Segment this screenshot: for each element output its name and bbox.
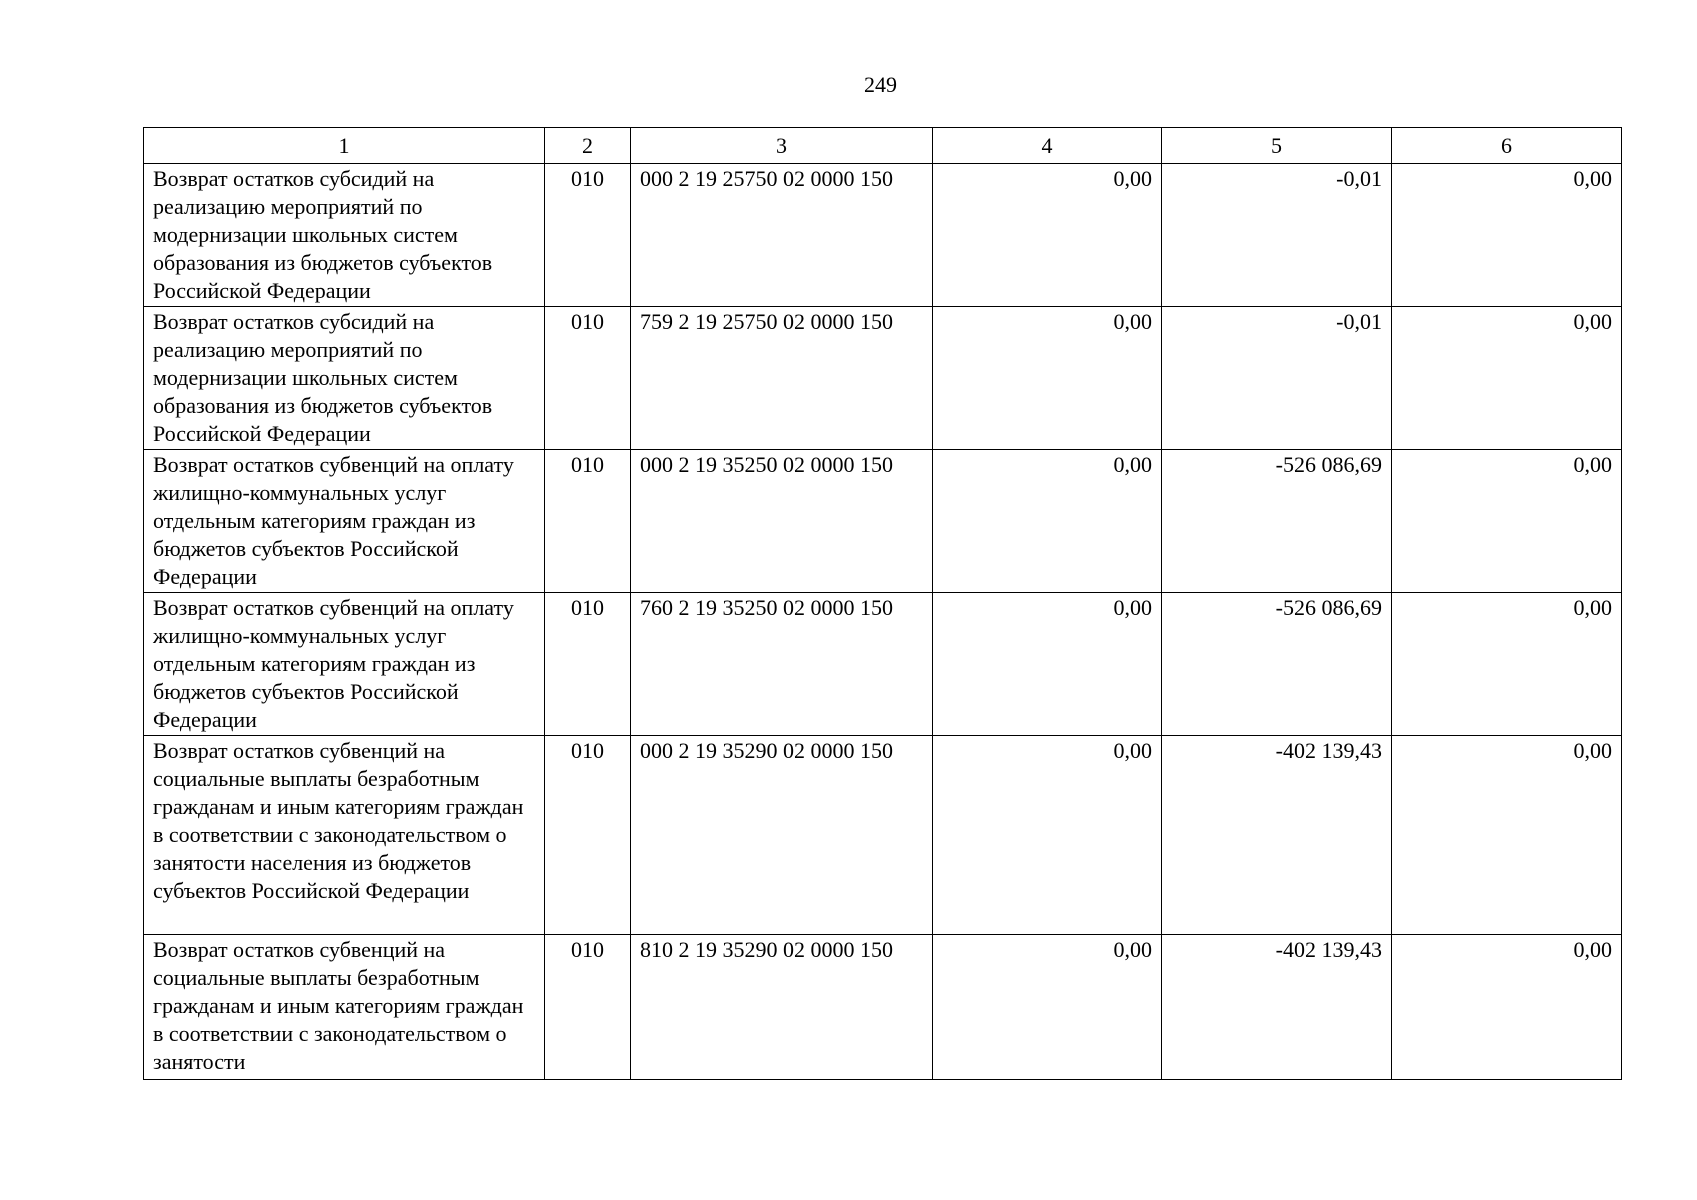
row-code: 010 <box>545 736 631 935</box>
table-row <box>144 736 1622 935</box>
row-value-6: 0,00 <box>1392 164 1622 307</box>
table-row <box>144 450 1622 593</box>
row-value-5: -526 086,69 <box>1162 450 1392 593</box>
table-row <box>144 164 1622 307</box>
row-budget-code: 000 2 19 35250 02 0000 150 <box>631 450 933 593</box>
budget-table <box>143 127 1622 1080</box>
row-name: Возврат остатков субвенций на социальные выплаты безработным гражданам и иным категориям граждан в соответствии с законодательством о занятости <box>144 935 545 1080</box>
row-value-5: -0,01 <box>1162 164 1392 307</box>
row-name: Возврат остатков субвенций на оплату жилищно-коммунальных услуг отдельным категориям граждан из бюджетов субъектов Российской Федерации <box>144 450 545 593</box>
table-row <box>144 935 1622 1080</box>
row-budget-code: 760 2 19 35250 02 0000 150 <box>631 593 933 736</box>
row-value-4: 0,00 <box>933 450 1162 593</box>
row-value-6: 0,00 <box>1392 450 1622 593</box>
row-budget-code: 759 2 19 25750 02 0000 150 <box>631 307 933 450</box>
table-row <box>144 307 1622 450</box>
row-code: 010 <box>545 450 631 593</box>
column-header-5: 5 <box>1162 128 1392 164</box>
column-header-1: 1 <box>144 128 545 164</box>
row-budget-code: 000 2 19 25750 02 0000 150 <box>631 164 933 307</box>
row-value-4: 0,00 <box>933 593 1162 736</box>
table-header-row <box>144 128 1622 164</box>
row-name: Возврат остатков субвенций на оплату жилищно-коммунальных услуг отдельным категориям граждан из бюджетов субъектов Российской Федерации <box>144 593 545 736</box>
column-header-2: 2 <box>545 128 631 164</box>
row-value-4: 0,00 <box>933 164 1162 307</box>
row-name: Возврат остатков субвенций на социальные выплаты безработным гражданам и иным категориям граждан в соответствии с законодательством о занятости населения из бюджетов субъектов Российской Федерации <box>144 736 545 935</box>
row-code: 010 <box>545 164 631 307</box>
row-value-6: 0,00 <box>1392 593 1622 736</box>
row-name: Возврат остатков субсидий на реализацию мероприятий по модернизации школьных систем образования из бюджетов субъектов Российской Федерации <box>144 307 545 450</box>
row-value-6: 0,00 <box>1392 736 1622 935</box>
page-number: 249 <box>864 72 897 97</box>
row-value-6: 0,00 <box>1392 307 1622 450</box>
column-header-4: 4 <box>933 128 1162 164</box>
row-value-5: -402 139,43 <box>1162 736 1392 935</box>
table-row <box>144 593 1622 736</box>
row-value-4: 0,00 <box>933 935 1162 1080</box>
row-value-4: 0,00 <box>933 736 1162 935</box>
row-value-5: -0,01 <box>1162 307 1392 450</box>
row-value-4: 0,00 <box>933 307 1162 450</box>
row-value-5: -526 086,69 <box>1162 593 1392 736</box>
column-header-3: 3 <box>631 128 933 164</box>
row-value-6: 0,00 <box>1392 935 1622 1080</box>
row-code: 010 <box>545 935 631 1080</box>
row-name: Возврат остатков субсидий на реализацию мероприятий по модернизации школьных систем образования из бюджетов субъектов Российской Федерации <box>144 164 545 307</box>
row-code: 010 <box>545 307 631 450</box>
row-budget-code: 000 2 19 35290 02 0000 150 <box>631 736 933 935</box>
row-code: 010 <box>545 593 631 736</box>
row-value-5: -402 139,43 <box>1162 935 1392 1080</box>
row-budget-code: 810 2 19 35290 02 0000 150 <box>631 935 933 1080</box>
column-header-6: 6 <box>1392 128 1622 164</box>
